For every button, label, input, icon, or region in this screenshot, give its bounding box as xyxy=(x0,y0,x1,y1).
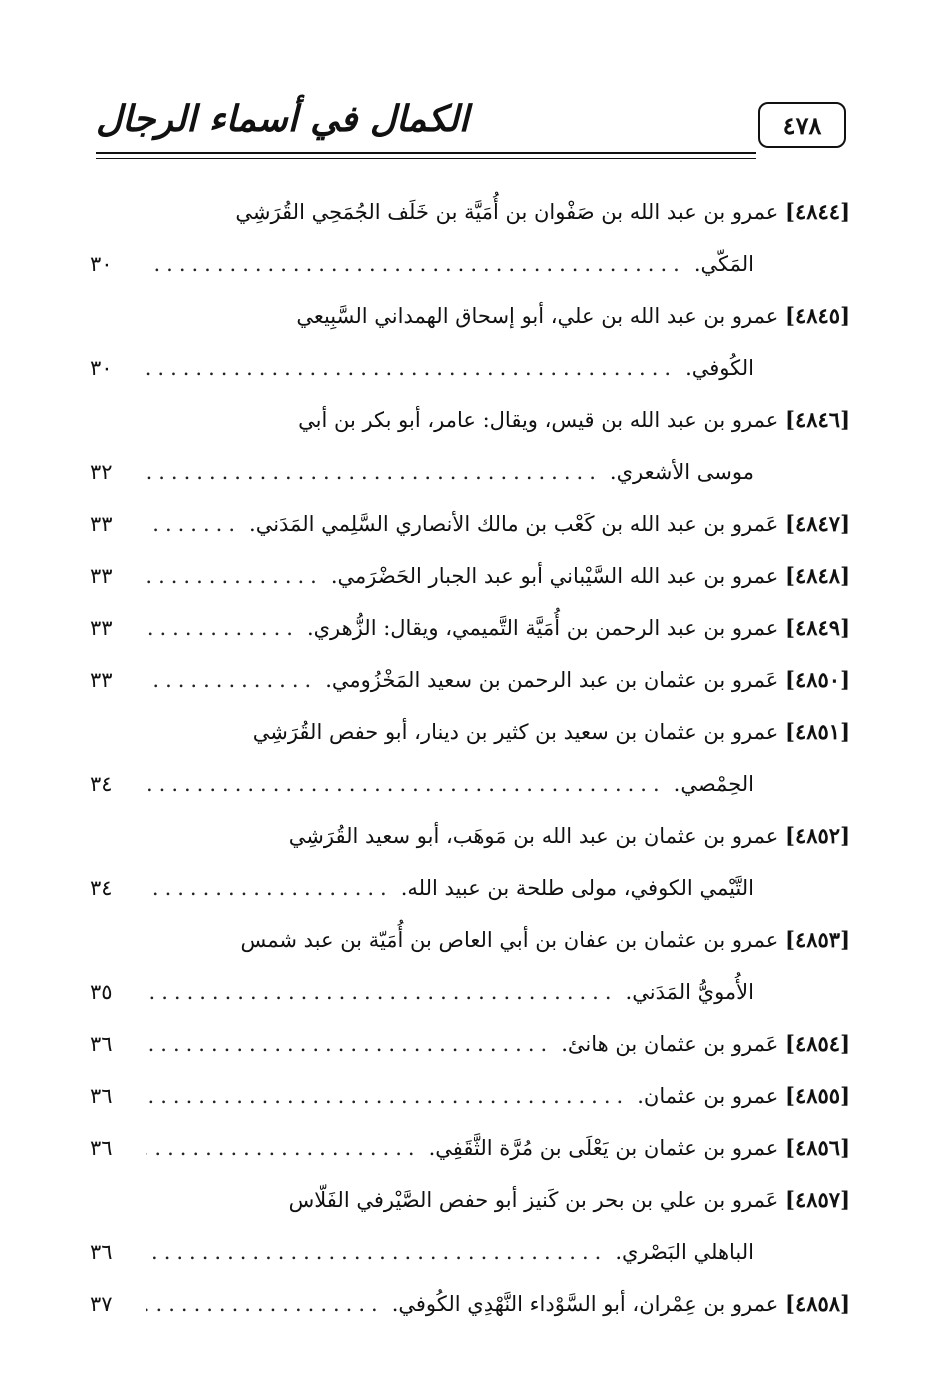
entry-number: [٤٨٥٧] xyxy=(785,1187,850,1212)
toc-entry-line xyxy=(90,498,850,550)
toc-entry xyxy=(90,654,850,706)
dot-leader xyxy=(146,1226,607,1278)
page-header xyxy=(88,92,848,156)
dot-leader xyxy=(146,498,241,550)
entry-number: [٤٨٤٥] xyxy=(785,303,850,328)
toc-entry-line xyxy=(90,1070,850,1122)
toc-entry-line xyxy=(90,758,850,810)
entry-text: عمرو بن عثمان بن عفان بن أبي العاص بن أُمَيّة بن عبد شمس xyxy=(240,928,779,952)
entry-page-number: ٣٤ xyxy=(90,876,113,900)
entry-number: [٤٨٤٦] xyxy=(785,407,850,432)
toc-entry xyxy=(90,1122,850,1174)
entry-text: عَمرو بن علي بن بحر بن كَنيز أبو حفص الصَّيْرفي الفَلّاس xyxy=(288,1188,779,1212)
toc-entry-line xyxy=(90,1122,850,1174)
toc-entry xyxy=(90,1278,850,1330)
entry-text: عمرو بن عبد الله بن قيس، ويقال: عامر، أبو بكر بن أبي xyxy=(298,408,779,432)
toc-entry-line xyxy=(90,862,850,914)
toc-entry-line xyxy=(90,394,850,446)
dot-leader xyxy=(146,342,677,394)
entry-text: عمرو بن عبد الله السَّيْباني أبو عبد الجبار الحَضْرَمي. xyxy=(330,564,779,588)
toc-entry-line xyxy=(90,290,850,342)
dot-leader xyxy=(146,862,393,914)
toc-entry-line xyxy=(90,810,850,862)
toc-entry xyxy=(90,706,850,810)
entry-text: عمرو بن عثمان بن سعيد بن كثير بن دينار، أبو حفص القُرَشِي xyxy=(252,720,779,744)
toc-entry-line xyxy=(90,238,850,290)
entry-text: عمرو بن عبد الله بن علي، أبو إسحاق الهمداني السَّبِيعي xyxy=(296,304,779,328)
toc-entry xyxy=(90,498,850,550)
entry-text: عَمرو بن عثمان بن هانئ. xyxy=(561,1032,779,1056)
toc-entry-line xyxy=(90,186,850,238)
dot-leader xyxy=(146,758,666,810)
entry-page-number: ٣٠ xyxy=(90,356,113,380)
dot-leader xyxy=(146,238,686,290)
entry-page-number: ٣٦ xyxy=(90,1240,113,1264)
entry-text: عَمرو بن عبد الله بن كَعْب بن مالك الأنصاري السَّلِمي المَدَني. xyxy=(249,512,779,536)
entry-text: المَكّي. xyxy=(693,252,754,276)
entry-number: [٤٨٥٣] xyxy=(785,927,850,952)
entry-number: [٤٨٥٢] xyxy=(785,823,850,848)
toc-entry-line xyxy=(90,602,850,654)
toc-entry-line xyxy=(90,966,850,1018)
toc-entry xyxy=(90,1018,850,1070)
page-number: ٤٧٨ xyxy=(758,102,846,148)
entry-text: الكُوفي. xyxy=(685,356,754,380)
entry-number: [٤٨٤٩] xyxy=(785,615,850,640)
entry-page-number: ٣٣ xyxy=(90,668,113,692)
entry-number: [٤٨٥٠] xyxy=(785,667,850,692)
dot-leader xyxy=(146,446,602,498)
entry-text: التَّيْمي الكوفي، مولى طلحة بن عبيد الله. xyxy=(400,876,754,900)
toc-entry-line xyxy=(90,706,850,758)
toc-entry-line xyxy=(90,1174,850,1226)
entry-page-number: ٣٦ xyxy=(90,1136,113,1160)
entry-number: [٤٨٥١] xyxy=(785,719,850,744)
entry-text: الباهلي البَصْري. xyxy=(615,1240,754,1264)
entry-page-number: ٣٣ xyxy=(90,564,113,588)
toc-entry-line xyxy=(90,914,850,966)
entry-text: عمرو بن عثمان بن يَعْلَى بن مُرَّة الثَّقَفِي. xyxy=(428,1136,779,1160)
entry-text: موسى الأشعري. xyxy=(609,460,754,484)
toc-entry-line xyxy=(90,1226,850,1278)
entry-number: [٤٨٥٦] xyxy=(785,1135,850,1160)
dot-leader xyxy=(146,602,299,654)
book-title: الكمال في أسماء الرجال xyxy=(96,98,469,140)
entry-text: الأُمويُّ المَدَني. xyxy=(625,980,754,1004)
entry-text: الحِمْصي. xyxy=(673,772,754,796)
entry-page-number: ٣٢ xyxy=(90,460,113,484)
entry-text: عمرو بن عثمان. xyxy=(637,1084,779,1108)
toc-entry-line xyxy=(90,1018,850,1070)
entry-page-number: ٣٤ xyxy=(90,772,113,796)
dot-leader xyxy=(146,1122,421,1174)
table-of-contents xyxy=(90,186,850,1330)
header-rule xyxy=(96,152,756,154)
entry-text: عمرو بن عبد الرحمن بن أُمَيَّة التَّميمي، ويقال: الزُّهري. xyxy=(306,616,779,640)
entry-page-number: ٣٦ xyxy=(90,1084,113,1108)
entry-text: عمرو بن عبد الله بن صَفْوان بن أُمَيَّة بن خَلَف الجُمَحِي القُرَشِي xyxy=(235,200,779,224)
entry-number: [٤٨٤٨] xyxy=(785,563,850,588)
entry-page-number: ٣٧ xyxy=(90,1292,113,1316)
toc-entry-line xyxy=(90,446,850,498)
entry-number: [٤٨٤٤] xyxy=(785,199,850,224)
toc-entry-line xyxy=(90,654,850,706)
dot-leader xyxy=(146,1278,384,1330)
toc-entry xyxy=(90,550,850,602)
entry-text: عمرو بن عثمان بن عبد الله بن مَوهَب، أبو سعيد القُرَشِي xyxy=(288,824,779,848)
dot-leader xyxy=(146,654,317,706)
dot-leader xyxy=(146,550,323,602)
toc-entry xyxy=(90,394,850,498)
header-rule-thin xyxy=(96,158,756,159)
toc-entry xyxy=(90,914,850,1018)
dot-leader xyxy=(146,1070,629,1122)
entry-page-number: ٣٣ xyxy=(90,616,113,640)
dot-leader xyxy=(146,1018,553,1070)
toc-entry xyxy=(90,810,850,914)
entry-text: عَمرو بن عثمان بن عبد الرحمن بن سعيد المَخْزُومي. xyxy=(325,668,779,692)
toc-entry xyxy=(90,1070,850,1122)
entry-number: [٤٨٥٤] xyxy=(785,1031,850,1056)
dot-leader xyxy=(146,966,618,1018)
entry-page-number: ٣٠ xyxy=(90,252,113,276)
entry-page-number: ٣٦ xyxy=(90,1032,113,1056)
toc-entry xyxy=(90,602,850,654)
toc-entry-line xyxy=(90,342,850,394)
entry-number: [٤٨٥٥] xyxy=(785,1083,850,1108)
toc-entry xyxy=(90,186,850,290)
toc-entry xyxy=(90,1174,850,1278)
entry-page-number: ٣٣ xyxy=(90,512,113,536)
entry-number: [٤٨٤٧] xyxy=(785,511,850,536)
toc-entry-line xyxy=(90,1278,850,1330)
toc-entry-line xyxy=(90,550,850,602)
entry-text: عمرو بن عِمْران، أبو السَّوْداء النَّهْدِي الكُوفي. xyxy=(391,1292,779,1316)
entry-number: [٤٨٥٨] xyxy=(785,1291,850,1316)
entry-page-number: ٣٥ xyxy=(90,980,113,1004)
toc-entry xyxy=(90,290,850,394)
